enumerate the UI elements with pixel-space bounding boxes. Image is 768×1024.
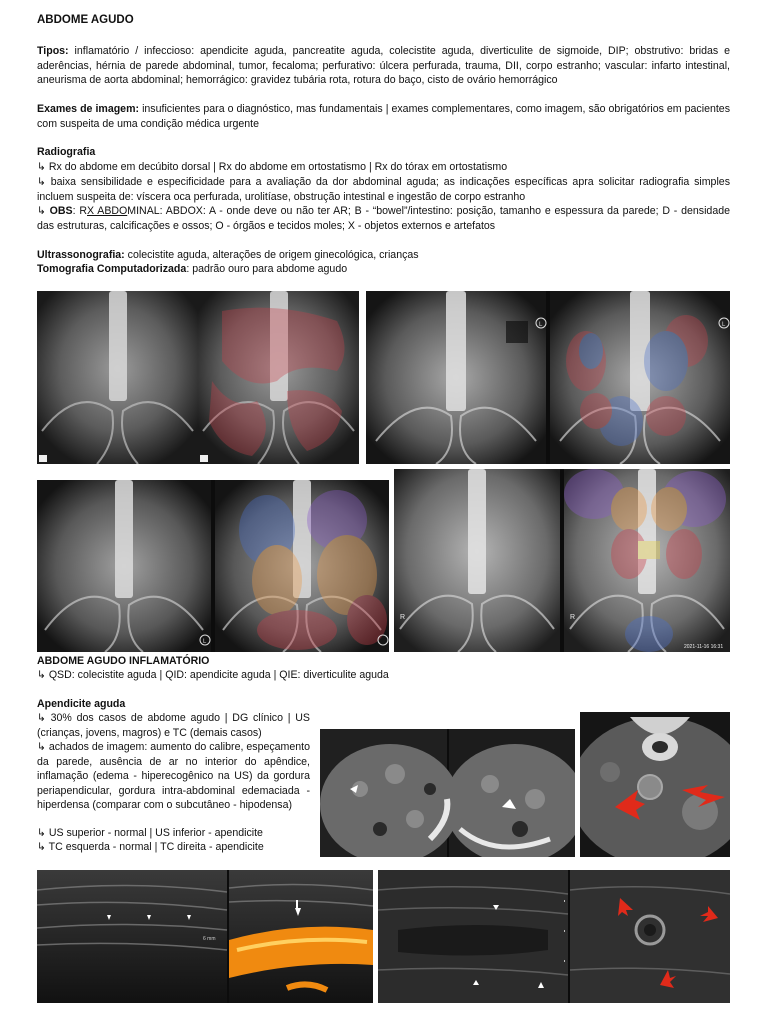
obs-pre: : R — [72, 205, 87, 217]
obs-text: MINAL: ABDOX: A - onde deve ou não ter AR; B - “bowel”/intestino: posição, tamanho e espessura da parede; D - densidade das estruturas, calcificações e ossos; O - órgãos e tecidos moles; X - objetos externos e artefatos — [37, 205, 730, 232]
tipos-paragraph — [37, 44, 730, 88]
xray-c-marker: L — [203, 639, 207, 645]
tc-text: : padrão ouro para abdome agudo — [186, 263, 348, 275]
radiografia-obs — [37, 204, 730, 233]
ultrasound-image-arrows — [378, 870, 730, 1003]
xray-d-marker-right: R — [570, 614, 576, 621]
apendicite-line1: ↳ 30% dos casos de abdome agudo | DG clínico | US (crianças, jovens, magros) e TC (demais casos) — [37, 712, 310, 739]
ct-image-pair — [320, 729, 575, 857]
apendicite-line2: ↳ achados de imagem: aumento do calibre, espeçamento da parede, ausência de ar no interior do apêndice, inflamação (edema - hiperecogênico na US) da gordura periapendicular, gordura intra-abdominal edemaciada - hiperdensa (comparar com o subcutâneo - hipodensa) — [37, 741, 310, 811]
inflamatorio-heading: ABDOME AGUDO INFLAMATÓRIO — [37, 655, 210, 667]
obs-arrow: ↳ — [37, 205, 50, 217]
page-title: ABDOME AGUDO — [37, 14, 134, 26]
radiografia-line1: ↳ Rx do abdome em decúbito dorsal | Rx do abdome em ortostatismo | Rx do tórax em ortostatismo — [37, 161, 508, 173]
tipos-label: Tipos: — [37, 45, 69, 57]
apendicite-heading: Apendicite aguda — [37, 698, 126, 710]
xray-b-marker-left: L — [539, 322, 543, 328]
xray-d-marker-left: R — [400, 614, 406, 621]
apendicite-line3: ↳ US superior - normal | US inferior - apendicite — [37, 827, 263, 839]
tc-line — [37, 262, 730, 277]
exames-label: Exames de imagem: — [37, 103, 140, 115]
us-text: colecistite aguda, alterações de origem ginecológica, crianças — [127, 249, 419, 261]
obs-label: OBS — [49, 205, 73, 217]
obs-underlined: X ABDO — [87, 205, 128, 217]
tc-label: Tomografia Computadorizada — [37, 263, 187, 275]
radiografia-heading: Radiografia — [37, 146, 96, 158]
xray-d-date: 2021-11-16 16:31 — [684, 644, 724, 650]
radiografia-line2: ↳ baixa sensibilidade e especificidade para a avaliação da dor abdominal aguda; as indicações específicas apra solicitar radiografia simples incluem suspeita de: víscera oca perfurada, urolitíase, obstrução intestinal e ingestão de corpo estranho — [37, 176, 730, 203]
ct-image-arrows — [580, 712, 730, 857]
us-line — [37, 248, 730, 263]
ultrasound-image-pair — [37, 870, 373, 1003]
xray-b-marker-right: L — [722, 322, 726, 328]
exames-text: insuficientes para o diagnóstico, mas fundamentais | exames complementares, como imagem, são obrigatórios em pacientes com suspeita de uma condição médica urgente — [37, 103, 730, 130]
xray-image-d — [394, 469, 730, 652]
xray-image-a — [37, 291, 359, 464]
inflamatorio-line: ↳ QSD: colecistite aguda | QID: apendicite aguda | QIE: diverticulite aguda — [37, 669, 389, 681]
apendicite-line4: ↳ TC esquerda - normal | TC direita - apendicite — [37, 841, 264, 853]
xray-image-c — [37, 480, 389, 652]
us-label: Ultrassonografia: — [37, 249, 125, 261]
exames-paragraph — [37, 102, 730, 131]
xray-image-b — [366, 291, 730, 464]
us-scale-label: 6 mm — [203, 936, 216, 942]
tipos-text: inflamatório / infeccioso: apendicite aguda, pancreatite aguda, colecistite aguda, diverticulite de sigmoide, DIP; obstrutivo: bridas e aderências, hérnia de parede abdominal, tumor, fecaloma; perfurativo: úlcera perfurada, trauma, DII, corpo estranho; vascular: infarto intestinal, aneurisma de aorta abdominal; hemorrágico: gravidez tubária rota, rotura do baço, cisto de ovário hemorrágico — [37, 45, 730, 86]
